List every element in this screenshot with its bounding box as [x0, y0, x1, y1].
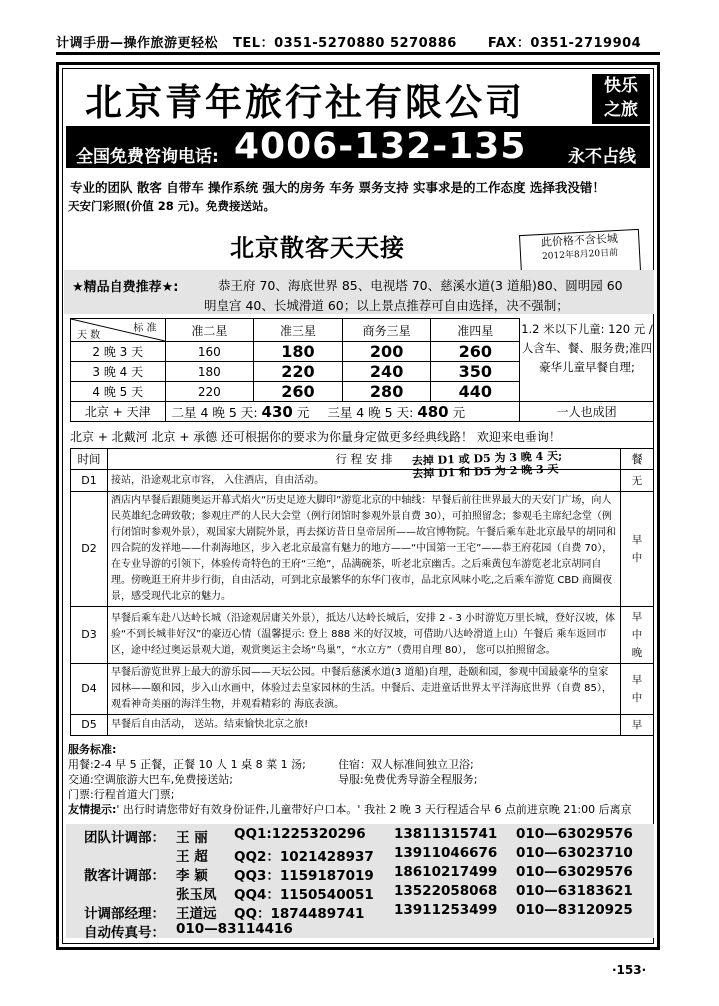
page-header [56, 32, 656, 51]
day-label: D3 [71, 607, 108, 664]
contact-qq: QQ1:1225320296 [234, 826, 366, 842]
contact-name: 张玉凤 [176, 887, 217, 903]
contact-phone: 010—63029576 [516, 864, 633, 880]
tianjin-b-unit: 元 [452, 404, 466, 420]
handwritten-line1: 去掉 D1 或 D5 为 3 晚 4 天; [411, 449, 563, 468]
contact-name: 王 超 [176, 849, 208, 865]
itinerary-row-d2 [71, 492, 654, 607]
service-slogan: 专业的团队 散客 自带车 操作系统 强大的房务 车务 票务支持 实事求是的工作态度 选择我没错！ [70, 180, 605, 195]
day-label: D1 [71, 470, 108, 492]
price-cell: 220 [254, 362, 343, 382]
price-cell: 180 [165, 362, 254, 382]
col-header: 准二星 [165, 319, 254, 342]
contact-phone: 010—83120925 [516, 902, 633, 918]
page-number: ·153· [612, 963, 647, 977]
contact-mobile: 13811315741 [394, 826, 498, 842]
kids-note: 1.2 米以下儿童: 120 元 / 人含车、餐、服务费;准四豪华儿童早餐自理; [521, 322, 653, 374]
handwritten-note [412, 449, 563, 480]
day-text: 酒店内早餐后跟随奥运开幕式焰火“历史足迹大脚印”游览北京的中轴线：早餐后前往世界最大的天安门广场，向人民英雄纪念碑致敬；参观庄严的人民大会堂（例行闭馆时参观外景自费 30），可拍照留念；参观毛主席纪念堂（例行闭馆时参观外景），观国家大剧院外景，再去探访昔日皇帝居所——故宫博物院。午餐后乘车赴北京最早的胡同和四合院的发祥地——什刹海地区，步入老北京最富有魅力的地方——“中国第一王宅”——恭王府花园（自费 70），在专业导游的引领下，体验传奇特色的王府“三绝”，品满碗茶，听老北京幽舌。之后乘黄包车游览老北京胡同自理。傍晚逛王府井步行街，自由活动，可到北京最繁华的东华门夜市，品北京风味小吃,之后乘车游览 CBD 商圈夜景，感受现代北京的魅力。 [108, 492, 621, 607]
row-label: 2 晚 3 天 [71, 342, 166, 362]
price-cell: 260 [431, 342, 520, 362]
tianjin-b-price: 480 [417, 402, 449, 421]
itinerary-table [70, 448, 654, 736]
price-cell: 220 [165, 382, 254, 402]
contact-qq: QQ3：1159187019 [234, 868, 374, 884]
fax-number: 010—83114416 [176, 921, 293, 937]
day-text: 早餐后游览世界上最大的游乐园——天坛公园。中餐后慈溪水道(3 道船)自理，赴颐和园，参观中国最豪华的皇家园林——颐和园，步入山水画中，体验过去皇家园林的生活。中餐后、走进童话世界太平洋海底世界（自费 85），观看神奇美丽的海洋生物，并观看精彩的 海底表演。 [108, 664, 621, 715]
day-meal: 早 中 [621, 492, 654, 607]
tianjin-prices [165, 402, 520, 422]
happy-badge [592, 74, 650, 124]
col-header: 准三星 [254, 319, 343, 342]
service-meal: 用餐:2-4 早 5 正餐，正餐 10 人 1 桌 8 菜 1 汤; [68, 758, 306, 771]
contact-mobile: 13911253499 [394, 902, 498, 918]
phone-label: 全国免费咨询电话: [76, 147, 219, 167]
contact-dept: 计调部经理： [84, 906, 165, 922]
contact-name: 王道远 [176, 906, 217, 922]
itin-header-plan: 行 程 安 排 [108, 449, 621, 470]
contact-mobile: 13911046676 [394, 845, 498, 861]
price-cell: 280 [342, 382, 431, 402]
contact-mobile: 13522058068 [394, 883, 498, 899]
recommend-line2: 明皇宫 40、长城滑道 60；以上景点推荐可自由选择，决不强制； [204, 298, 569, 313]
contact-phone: 010—63183621 [516, 883, 633, 899]
row-label: 3 晚 4 天 [71, 362, 166, 382]
price-cell: 350 [431, 362, 520, 382]
phone-banner [66, 126, 650, 168]
tour-title: 北京散客天天接 [230, 234, 405, 262]
service-transport: 交通:空调旅游大巴车,免费接送站; [68, 773, 233, 786]
header-tel: TEL：0351-5270880 5270886 [233, 36, 457, 51]
service-title: 服务标准: [68, 743, 117, 756]
contact-qq: QQ：1874489741 [234, 906, 365, 922]
recommend-line1: 恭王府 70、海底世界 85、电视塔 70、慈溪水道(3 道船)80、圆明园 60 [218, 278, 623, 293]
itinerary-row-d4 [71, 664, 654, 715]
contact-name: 王 丽 [176, 830, 208, 846]
col-header: 商务三星 [342, 319, 431, 342]
phone-tail: 永不占线 [568, 147, 636, 167]
itin-header-meal: 餐 [621, 449, 654, 470]
price-cell: 200 [342, 342, 431, 362]
header-fax: FAX：0351-2719904 [487, 36, 642, 51]
contact-dept: 团队计调部： [84, 830, 165, 846]
stamp-line1: 此价格不含长城 [540, 232, 619, 250]
price-cell: 260 [254, 382, 343, 402]
phone-number: 4006-132-135 [234, 126, 527, 167]
service-tickets: 门票:行程首道大门票; [68, 788, 175, 801]
price-cell: 160 [165, 342, 254, 362]
service-guide: 导服:免费优秀导游全程服务; [338, 773, 478, 786]
contact-qq: QQ2：1021428937 [234, 849, 374, 865]
contact-mobile: 18610217499 [394, 864, 498, 880]
day-meal: 无 [621, 470, 654, 492]
tip-text: ' 出行时请您带好有效身份证件,儿童带好户口本。' 我社 2 晚 3 天行程适合早 6 点前进京晚 21:00 后离京 [116, 803, 632, 816]
contact-qq: QQ4：1150540051 [234, 887, 374, 903]
happy-badge-line1: 快乐 [604, 76, 638, 96]
row-label: 4 晚 5 天 [71, 382, 166, 402]
day-text: 早餐后乘车赴八达岭长城（沿途观居庸关外景），抵达八达岭长城后，安排 2 - 3 小时游览万里长城，登好汉坡，体验“不到长城非好汉”的豪迈心情（温馨提示: 登上 888 米的好汉坡，可借助八达岭滑道上山）午餐后 乘车返回市区，途中经过奥运景观大道，观赏奥运主会场“鸟巢”，“水立方”（费用自理 80）， 您可以拍照留念。 [108, 607, 621, 664]
corner-top: 标 准 [133, 323, 157, 334]
itinerary-row-d5 [71, 715, 654, 736]
day-label: D2 [71, 492, 108, 607]
contact-phone: 010—63029576 [516, 826, 633, 842]
day-meal: 早 中 晚 [621, 607, 654, 664]
tianjin-a-price: 430 [261, 402, 293, 421]
price-cell: 440 [431, 382, 520, 402]
happy-badge-line2: 之旅 [604, 100, 638, 120]
itinerary-row-d3 [71, 607, 654, 664]
contact-dept: 散客计调部： [84, 868, 165, 884]
company-name: 北京青年旅行社有限公司 [85, 81, 525, 124]
stamp-line2: 2012年8月20日前 [541, 248, 619, 262]
recommend-label: ★精品自费推荐★: [72, 280, 179, 295]
day-text: 早餐后自由活动， 送站。结束愉快北京之旅! [108, 715, 621, 736]
corner-bottom: 天 数 [77, 330, 101, 341]
single-note: 一人也成团 [520, 402, 654, 422]
day-label: D5 [71, 715, 108, 736]
tianjin-b-label: 三星 4 晚 5 天: [327, 404, 414, 420]
service-lodging: 住宿：双人标准间独立卫浴; [338, 758, 474, 771]
corner-cell [71, 319, 166, 342]
itinerary-header [71, 449, 654, 470]
day-label: D4 [71, 664, 108, 715]
extra-routes: 北京 + 北戴河 北京 + 承德 还可根据你的要求为你量身定做更多经典线路！ 欢迎来电垂询！ [70, 430, 561, 444]
header-rule [56, 52, 660, 55]
itin-header-time: 时间 [71, 449, 108, 470]
itinerary-row-d1 [71, 470, 654, 492]
day-meal: 早 中 [621, 664, 654, 715]
tianjin-a-label: 二星 4 晚 5 天: [171, 404, 258, 420]
day-meal: 早 [621, 715, 654, 736]
contact-phone: 010—63023710 [516, 845, 633, 861]
contact-dept: 自动传真号： [84, 925, 165, 941]
service-standards [68, 742, 632, 817]
contact-name: 李 颖 [176, 868, 208, 884]
tianjin-label: 北京 + 天津 [71, 402, 166, 422]
tip-label: 友情提示: [68, 803, 117, 816]
price-cell: 180 [254, 342, 343, 362]
tianjin-a-unit: 元 [296, 404, 310, 420]
bonus-note: 天安门彩照(价值 28 元)。免费接送站。 [68, 199, 276, 213]
handwritten-line2: 去掉 D1 和 D5 为 2 晚 3 天 [412, 462, 559, 481]
tianjin-row [71, 402, 654, 422]
day-text: 接站，沿途观北京市容， 入住酒店，自由活动。 [108, 470, 621, 492]
header-slogan: 计调手册—操作旅游更轻松 [56, 36, 219, 51]
col-header: 准四星 [431, 319, 520, 342]
price-cell: 240 [342, 362, 431, 382]
